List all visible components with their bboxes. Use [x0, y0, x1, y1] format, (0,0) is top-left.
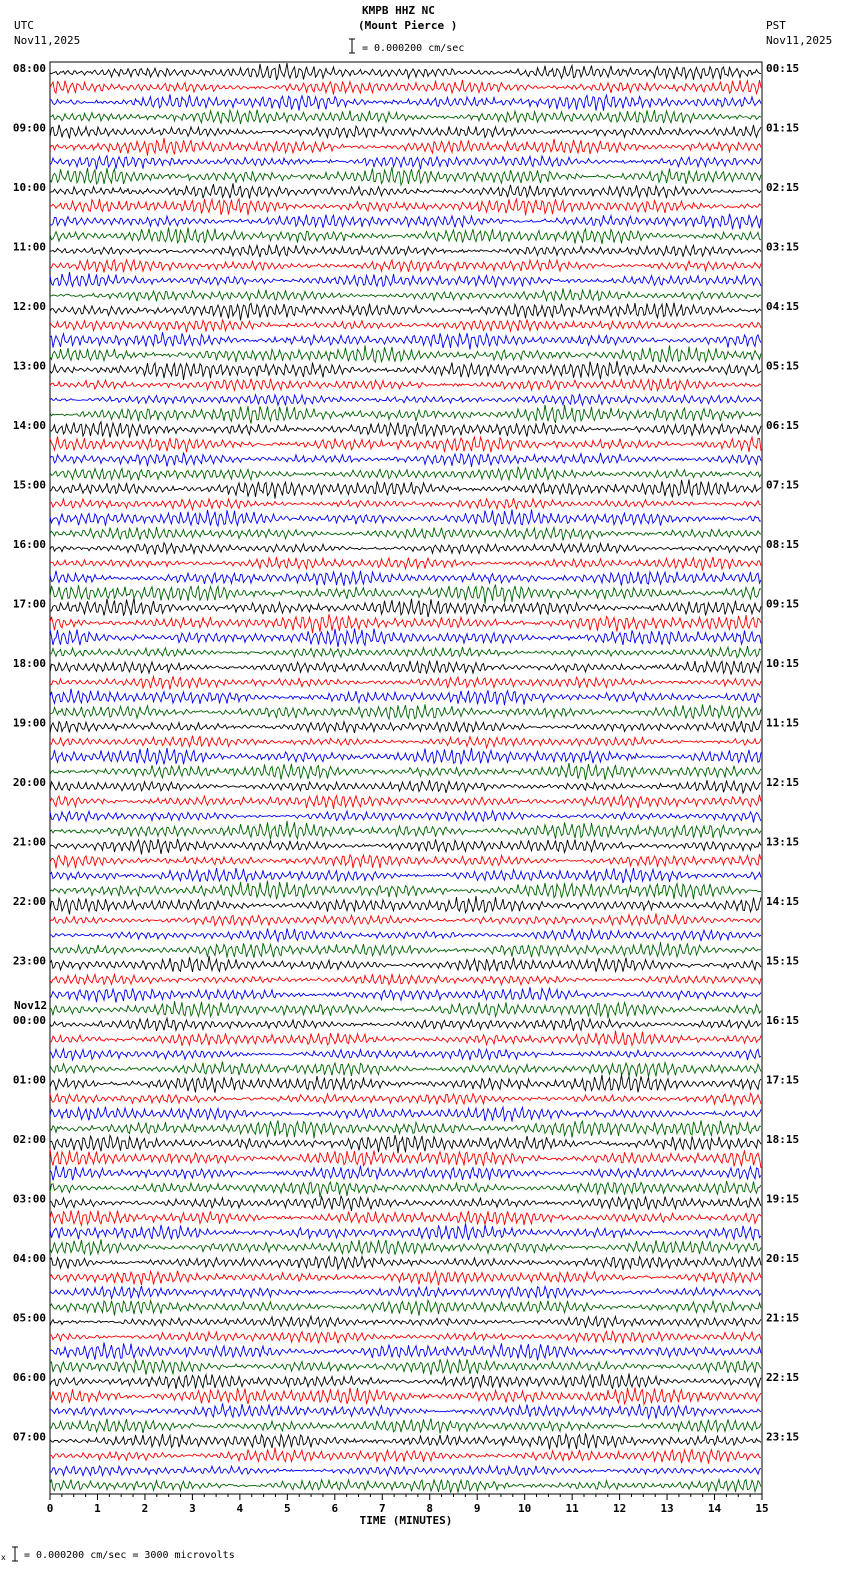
pst-hour-label: 21:15: [766, 1311, 800, 1325]
plot-frame: [50, 62, 762, 1494]
pst-hour-label: 04:15: [766, 300, 800, 313]
utc-hour-label: 09:00: [12, 121, 46, 135]
utc-hour-label: 05:00: [12, 1311, 46, 1325]
pst-hour-label: 23:15: [766, 1430, 800, 1444]
seismic-trace: [50, 1419, 761, 1434]
seismic-trace: [50, 1049, 761, 1061]
seismic-trace: [50, 138, 761, 156]
seismic-trace: [50, 94, 761, 110]
seismic-trace: [50, 1286, 761, 1299]
x-tick-label: 10: [518, 1502, 532, 1515]
seismic-trace: [50, 987, 761, 1003]
utc-hour-label: 12:00: [12, 300, 46, 313]
seismic-trace: [50, 795, 761, 809]
pst-hour-label: 12:15: [766, 776, 800, 789]
seismic-trace: [50, 942, 761, 958]
x-tick-label: 15: [755, 1502, 769, 1515]
pst-hour-label: 02:15: [766, 181, 800, 194]
seismic-trace: [50, 378, 761, 390]
seismic-trace: [50, 1001, 761, 1018]
seismic-trace: [50, 453, 761, 467]
x-tick-label: 9: [473, 1502, 481, 1515]
utc-hour-label: 15:00: [12, 478, 46, 492]
seismic-trace: [50, 183, 761, 198]
seismic-trace: [50, 1135, 761, 1153]
seismic-trace: [50, 289, 761, 302]
seismic-trace: [50, 1062, 761, 1077]
seismic-trace: [50, 227, 761, 244]
x-tick-label: 3: [189, 1502, 196, 1515]
x-tick-label: 8: [426, 1502, 434, 1515]
x-tick-label: 11: [565, 1502, 579, 1515]
seismic-trace: [50, 63, 761, 80]
left-date: Nov11,2025: [14, 34, 81, 47]
seismic-trace: [50, 646, 761, 658]
pst-hour-label: 15:15: [766, 954, 800, 968]
pst-hour-label: 09:15: [766, 597, 800, 611]
seismic-trace: [50, 125, 761, 139]
seismic-trace: [50, 480, 761, 499]
seismic-trace: [50, 345, 761, 362]
seismic-trace: [50, 1196, 761, 1211]
pst-hour-label: 20:15: [766, 1252, 800, 1265]
utc-hour-label: 06:00: [12, 1371, 46, 1384]
pst-hour-label: 19:15: [766, 1192, 800, 1206]
seismic-trace: [50, 1480, 761, 1493]
seismic-trace: [50, 1165, 761, 1180]
seismic-trace: [50, 214, 761, 230]
seismic-trace: [50, 821, 761, 839]
seismic-trace: [50, 260, 761, 273]
station-title: KMPB HHZ NC: [362, 4, 435, 17]
seismic-trace: [50, 704, 761, 719]
seismic-trace: [50, 1181, 761, 1197]
seismic-trace: [50, 167, 761, 185]
seismic-trace: [50, 199, 761, 215]
seismic-trace: [50, 1223, 761, 1240]
seismic-trace: [50, 405, 761, 424]
utc-hour-label: 19:00: [12, 716, 46, 730]
right-timezone: PST: [766, 19, 786, 32]
seismic-trace: [50, 498, 761, 509]
seismic-trace: [50, 748, 761, 765]
seismic-trace: [50, 839, 761, 855]
utc-hour-label: 16:00: [12, 538, 46, 551]
pst-hour-label: 13:15: [766, 835, 800, 849]
seismic-trace: [50, 527, 761, 540]
seismic-trace: [50, 661, 761, 675]
x-tick-label: 1: [94, 1502, 101, 1515]
pst-hour-label: 18:15: [766, 1133, 800, 1146]
seismic-trace: [50, 320, 761, 333]
utc-hour-label: 11:00: [12, 240, 46, 254]
seismic-trace: [50, 1031, 761, 1046]
utc-hour-label: 01:00: [12, 1073, 46, 1087]
seismic-trace: [50, 1211, 761, 1226]
seismic-trace: [50, 763, 761, 780]
seismic-trace: [50, 914, 761, 926]
seismic-trace: [50, 1093, 761, 1105]
utc-hour-label: 14:00: [12, 419, 46, 432]
utc-hour-label: 10:00: [12, 181, 46, 194]
seismic-trace: [50, 881, 761, 900]
x-axis-label: TIME (MINUTES): [359, 1514, 453, 1527]
seismic-trace: [50, 332, 761, 349]
seismic-trace: [50, 929, 761, 942]
seismic-trace: [50, 956, 761, 972]
pst-hour-label: 10:15: [766, 657, 800, 670]
seismic-trace: [50, 422, 761, 438]
seismic-trace: [50, 585, 761, 604]
seismic-trace: [50, 510, 761, 527]
seismic-trace: [50, 156, 761, 170]
pst-hour-label: 22:15: [766, 1371, 800, 1384]
seismic-trace: [50, 1388, 761, 1405]
seismic-trace: [50, 1374, 761, 1389]
seismic-trace: [50, 1359, 761, 1375]
pst-hour-label: 00:15: [766, 62, 800, 75]
left-timezone: UTC: [14, 19, 34, 32]
pst-hour-label: 05:15: [766, 359, 800, 373]
seismic-trace: [50, 1107, 761, 1122]
utc-hour-label: 13:00: [12, 359, 46, 373]
utc-hour-label: 18:00: [12, 657, 46, 670]
x-tick-label: 5: [284, 1502, 291, 1515]
seismic-trace: [50, 1075, 761, 1093]
site-name: (Mount Pierce ): [358, 19, 458, 32]
pst-hour-label: 06:15: [766, 419, 800, 432]
x-tick-label: 7: [378, 1502, 386, 1515]
seismic-trace: [50, 974, 761, 985]
seismic-trace: [50, 303, 761, 321]
seismic-trace: [50, 1271, 761, 1285]
seismic-trace: [50, 361, 761, 380]
seismic-trace: [50, 1403, 761, 1418]
pst-hour-label: 16:15: [766, 1014, 800, 1027]
seismic-trace: [50, 1342, 761, 1360]
seismic-trace: [50, 1331, 761, 1343]
pst-hour-label: 11:15: [766, 716, 800, 730]
x-tick-label: 12: [612, 1502, 627, 1515]
pst-hour-label: 08:15: [766, 538, 800, 551]
seismic-trace: [50, 629, 761, 647]
x-tick-label: 13: [660, 1502, 674, 1515]
seismic-trace: [50, 811, 761, 823]
seismic-trace: [50, 557, 761, 570]
x-tick-label: 0: [46, 1502, 54, 1515]
seismic-trace: [50, 436, 761, 452]
pst-hour-label: 03:15: [766, 240, 800, 254]
seismic-trace: [50, 110, 761, 124]
seismic-trace: [50, 467, 761, 480]
svg-text:x: x: [1, 1553, 6, 1562]
seismic-trace: [50, 1300, 761, 1315]
x-tick-label: 2: [141, 1502, 149, 1515]
seismic-trace: [50, 245, 761, 258]
date-change-label: Nov12: [14, 999, 48, 1012]
right-date: Nov11,2025: [766, 34, 833, 47]
scale-label: = 0.000200 cm/sec: [362, 43, 465, 54]
pst-hour-label: 17:15: [766, 1073, 800, 1087]
seismic-trace: [50, 854, 761, 868]
x-tick-label: 6: [331, 1502, 339, 1515]
seismic-trace: [50, 80, 761, 95]
seismic-trace: [50, 720, 761, 733]
seismic-trace: [50, 780, 761, 793]
seismic-trace: [50, 868, 761, 883]
seismic-trace: [50, 598, 761, 617]
utc-hour-label: 00:00: [12, 1014, 46, 1027]
seismic-trace: [50, 896, 761, 914]
utc-hour-label: 04:00: [12, 1252, 46, 1265]
x-tick-label: 4: [236, 1502, 244, 1515]
seismic-trace: [50, 1240, 761, 1255]
seismic-trace: [50, 394, 761, 406]
footer-scale-note: = 0.000200 cm/sec = 3000 microvolts: [24, 1550, 235, 1561]
utc-hour-label: 08:00: [12, 62, 46, 75]
seismic-trace: [50, 272, 761, 287]
seismic-trace: [50, 1018, 761, 1031]
seismic-trace: [50, 1256, 761, 1270]
x-tick-label: 14: [707, 1502, 722, 1515]
utc-hour-label: 20:00: [12, 776, 46, 789]
seismic-trace: [50, 543, 761, 555]
utc-hour-label: 17:00: [12, 597, 46, 611]
utc-hour-label: 22:00: [12, 895, 46, 908]
seismic-trace: [50, 1466, 761, 1476]
utc-hour-label: 07:00: [12, 1430, 46, 1444]
utc-hour-label: 02:00: [12, 1133, 46, 1146]
seismic-trace: [50, 1120, 761, 1138]
seismic-trace: [50, 1316, 761, 1328]
seismic-trace: [50, 1433, 761, 1449]
pst-hour-label: 07:15: [766, 478, 800, 492]
utc-hour-label: 03:00: [12, 1192, 46, 1206]
footer-scale-icon: [1, 1544, 21, 1564]
seismic-trace: [50, 676, 761, 689]
utc-hour-label: 21:00: [12, 835, 46, 849]
pst-hour-label: 14:15: [766, 895, 800, 908]
seismic-trace: [50, 736, 761, 748]
seismic-trace: [50, 614, 761, 633]
utc-hour-label: 23:00: [12, 954, 46, 968]
seismic-trace: [50, 571, 761, 586]
pst-hour-label: 01:15: [766, 121, 800, 135]
seismic-trace: [50, 689, 761, 706]
seismic-trace: [50, 1448, 761, 1464]
